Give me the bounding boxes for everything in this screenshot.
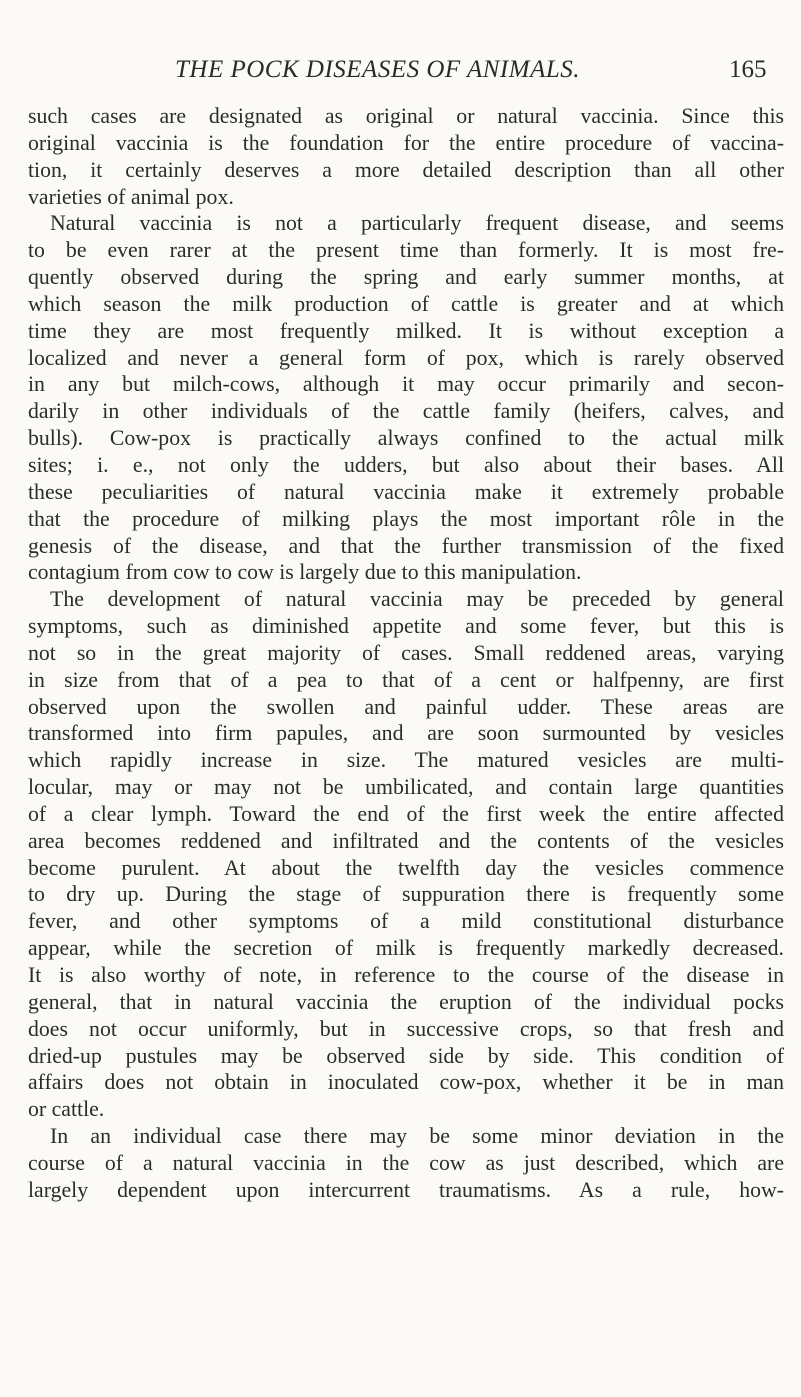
text-line: in size from that of a pea to that of a cent or halfpenny, are first [28, 667, 784, 692]
text-line: course of a natural vaccinia in the cow as just described, which are [28, 1150, 784, 1175]
text-line: to dry up. During the stage of suppuration there is frequently some [28, 882, 784, 907]
text-line: fever, and other symptoms of a mild constitutional disturbance [28, 909, 784, 934]
text-line: genesis of the disease, and that the further transmission of the fixed [28, 533, 784, 558]
text-line: bulls). Cow-pox is practically always confined to the actual milk [28, 426, 784, 451]
body-text [28, 103, 784, 1204]
text-line: or cattle. [28, 1097, 105, 1122]
text-line: time they are most frequently milked. It is without exception a [28, 318, 784, 343]
text-line: largely dependent upon intercurrent traumatisms. As a rule, how- [28, 1177, 784, 1202]
page-header [0, 56, 801, 96]
text-line: original vaccinia is the foundation for the entire procedure of vaccina- [28, 130, 784, 155]
text-line: does not occur uniformly, but in successive crops, so that fresh and [28, 1016, 784, 1041]
text-line: appear, while the secretion of milk is frequently markedly decreased. [28, 936, 784, 961]
text-line: which rapidly increase in size. The matured vesicles are multi- [28, 748, 784, 773]
text-line: dried-up pustules may be observed side by side. This condition of [28, 1043, 784, 1068]
text-line: these peculiarities of natural vaccinia make it extremely probable [28, 479, 784, 504]
running-title: THE POCK DISEASES OF ANIMALS. [175, 56, 580, 83]
text-line: general, that in natural vaccinia the eruption of the individual pocks [28, 989, 784, 1014]
text-line: to be even rarer at the present time than formerly. It is most fre- [28, 238, 784, 263]
text-line: symptoms, such as diminished appetite and some fever, but this is [28, 614, 784, 639]
text-line: observed upon the swollen and painful udder. These areas are [28, 694, 784, 719]
text-line: In an individual case there may be some minor deviation in the [50, 1124, 784, 1149]
text-line: in any but milch-cows, although it may occur primarily and secon- [28, 372, 784, 397]
text-line: locular, may or may not be umbilicated, and contain large quantities [28, 775, 784, 800]
text-line: Natural vaccinia is not a particularly frequent disease, and seems [50, 211, 784, 236]
text-line: contagium from cow to cow is largely due to this manipulation. [28, 560, 582, 585]
text-line: become purulent. At about the twelfth day the vesicles commence [28, 855, 784, 880]
text-line: tion, it certainly deserves a more detailed description than all other [28, 157, 784, 182]
text-line: area becomes reddened and infiltrated and the contents of the vesicles [28, 828, 784, 853]
text-line: localized and never a general form of pox, which is rarely observed [28, 345, 784, 370]
text-line: The development of natural vaccinia may be preceded by general [50, 587, 784, 612]
text-line: darily in other individuals of the cattle family (heifers, calves, and [28, 399, 784, 424]
page-number: 165 [729, 56, 767, 83]
text-line: such cases are designated as original or natural vaccinia. Since this [28, 104, 784, 128]
text-line: affairs does not obtain in inoculated cow-pox, whether it be in man [28, 1070, 784, 1095]
text-line: not so in the great majority of cases. Small reddened areas, varying [28, 640, 784, 665]
text-line: It is also worthy of note, in reference to the course of the disease in [28, 963, 784, 987]
text-line: which season the milk production of cattle is greater and at which [28, 291, 784, 316]
text-line: sites; i. e., not only the udders, but also about their bases. All [28, 452, 784, 477]
text-line: that the procedure of milking plays the most important rôle in the [28, 506, 784, 531]
text-line: quently observed during the spring and early summer months, at [28, 265, 784, 290]
text-line: varieties of animal pox. [28, 184, 234, 209]
text-line: transformed into firm papules, and are soon surmounted by vesicles [28, 721, 784, 746]
text-line: of a clear lymph. Toward the end of the first week the entire affected [28, 801, 784, 826]
